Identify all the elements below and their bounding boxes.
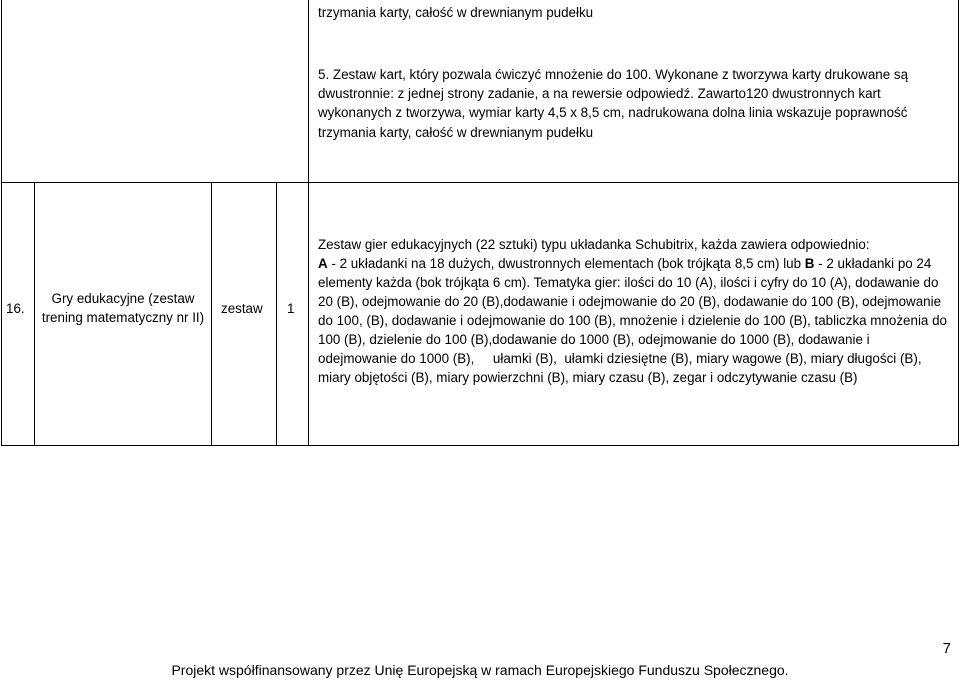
option-b-label: B xyxy=(804,256,815,271)
table-left-border xyxy=(1,0,2,446)
col-divider-name xyxy=(211,182,212,446)
desc-line8: miary objętości (B), miary powierzchni (B), miary czasu (B), zegar i odczytywanie czasu (B) xyxy=(318,370,858,385)
table-right-border xyxy=(958,0,959,446)
desc-line2: A - 2 układanki na 18 dużych, dwustronnych elementach (bok trójkąta 8,5 cm) lub B - 2 układanki po 24 xyxy=(318,256,932,271)
product-name-line2: trening matematyczny nr II) xyxy=(41,310,205,326)
item5-line4: trzymania karty, całość w drewnianym pudełku xyxy=(318,125,594,140)
item5-line3: wykonanych z tworzywa, wymiar karty 4,5 x 8,5 cm, nadrukowana dolna linia wskazuje poprawność xyxy=(318,105,908,120)
table-bottom-border xyxy=(1,445,959,446)
product-name-line1: Gry edukacyjne (zestaw xyxy=(51,291,195,306)
desc-line1: Zestaw gier edukacyjnych (22 sztuki) typu układanka Schubitrix, każda zawiera odpowiednio: xyxy=(318,237,870,252)
item5-line1: 5. Zestaw kart, który pozwala ćwiczyć mnożenie do 100. Wykonane z tworzywa karty drukowane są xyxy=(318,67,909,82)
desc-line7: odejmowanie do 1000 (B), ułamki (B), ułamki dziesiętne (B), miary wagowe (B), miary długości (B), xyxy=(318,351,922,366)
row-number: 16. xyxy=(6,301,25,316)
footer-text: Projekt współfinansowany przez Unię Europejską w ramach Europejskiego Funduszu Społecznego. xyxy=(171,662,789,678)
item5-line2: dwustronnie: z jednej strony zadanie, a na rewersie odpowiedź. Zawarto120 dwustronnych kart xyxy=(318,86,881,101)
quantity-cell: 1 xyxy=(287,301,295,316)
col-divider-unit xyxy=(276,182,277,446)
desc-line4: 20 (B), odejmowanie do 20 (B),dodawanie i odejmowanie do 20 (B), dodawanie do 100 (B), odejmowanie xyxy=(318,294,942,309)
unit-cell: zestaw xyxy=(221,301,263,316)
top-row-text: trzymania karty, całość w drewnianym pudełku xyxy=(318,5,594,20)
row-divider xyxy=(1,182,959,183)
col-divider-1 xyxy=(308,0,309,446)
desc-line3: elementy każda (bok trójkąta 6 cm). Tematyka gier: ilości do 10 (A), ilości i cyfry do 10 (A), dodawanie do xyxy=(318,275,939,290)
option-a-label: A xyxy=(318,256,328,271)
desc-line5: do 100, (B), dodawanie i odejmowanie do 100 (B), mnożenie i dzielenie do 100 (B), tabliczka mnożenia do xyxy=(318,313,947,328)
desc-line6: 100 (B), dzielenie do 100 (B),dodawanie do 1000 (B), odejmowanie do 1000 (B), dodawanie i xyxy=(318,332,870,347)
page-number: 7 xyxy=(942,640,951,657)
product-name xyxy=(35,289,211,328)
